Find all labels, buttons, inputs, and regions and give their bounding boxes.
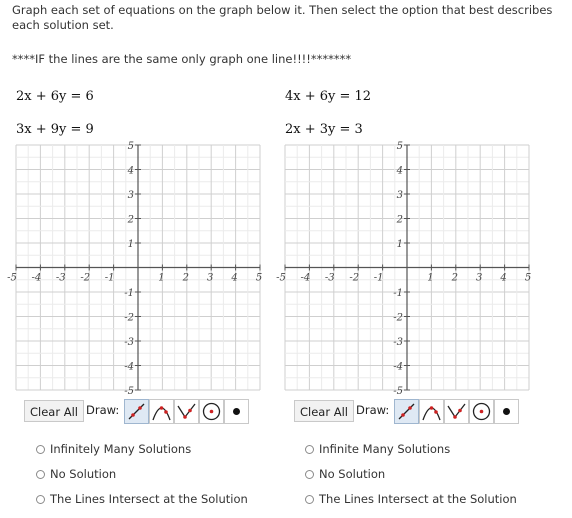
y-tick-label: -3 (393, 337, 403, 348)
draw-label: Draw: (86, 403, 120, 417)
circle-tool-icon (200, 400, 223, 423)
graph-canvas-2[interactable] (273, 140, 537, 394)
y-tick-label: -4 (393, 361, 403, 373)
absolute-value-tool-button[interactable] (174, 399, 199, 424)
y-tick-label: 1 (127, 239, 134, 250)
x-tick-label: -4 (31, 272, 42, 284)
y-tick-label: 4 (396, 165, 403, 177)
x-tick-label: -5 (276, 272, 286, 284)
point-tool-button[interactable] (224, 399, 249, 424)
y-tick-label: -5 (124, 386, 134, 394)
radio-button[interactable] (36, 470, 45, 479)
radio-button[interactable] (36, 445, 45, 454)
option-no-solution-1[interactable]: No Solution (36, 467, 116, 481)
x-tick-label: -4 (300, 272, 311, 284)
circle-tool-button[interactable] (199, 399, 224, 424)
line-tool-button[interactable] (124, 399, 149, 424)
x-tick-label: 3 (476, 272, 483, 284)
equation-1a: 2x + 6y = 6 (16, 89, 94, 104)
y-tick-label: 2 (127, 214, 134, 226)
y-tick-label: 3 (396, 190, 403, 201)
x-tick-label: 4 (231, 272, 238, 284)
parabola-tool-button[interactable] (149, 399, 174, 424)
point-tool-button[interactable] (494, 399, 519, 424)
line-tool-icon (125, 400, 148, 423)
y-tick-label: 1 (396, 239, 403, 250)
coordinate-grid[interactable] (273, 140, 537, 394)
x-tick-label: 1 (158, 272, 165, 284)
x-tick-label: -3 (55, 272, 66, 284)
parabola-tool-icon (150, 400, 173, 423)
circle-tool-button[interactable] (469, 399, 494, 424)
instructions: Graph each set of equations on the graph below it. Then select the option that best describes each solution set. (12, 3, 553, 32)
option-intersect-2[interactable]: The Lines Intersect at the Solution (305, 492, 517, 506)
absolute-value-tool-button[interactable] (444, 399, 469, 424)
x-tick-label: 2 (182, 272, 189, 284)
equation-1b: 3x + 9y = 9 (16, 122, 94, 137)
equation-2a: 4x + 6y = 12 (285, 89, 372, 104)
option-infinite-1[interactable]: Infinitely Many Solutions (36, 442, 191, 456)
radio-button[interactable] (305, 495, 314, 504)
y-tick-label: -2 (393, 312, 403, 324)
radio-button[interactable] (305, 470, 314, 479)
y-tick-label: -3 (124, 337, 134, 348)
x-tick-label: 2 (451, 272, 458, 284)
y-tick-label: 5 (127, 141, 134, 152)
x-tick-label: 4 (500, 272, 507, 284)
x-tick-label: 1 (427, 272, 434, 284)
option-no-solution-2[interactable]: No Solution (305, 467, 385, 481)
parabola-tool-icon (420, 400, 443, 423)
option-infinite-2[interactable]: Infinite Many Solutions (305, 442, 450, 456)
x-tick-label: -1 (104, 272, 115, 284)
x-tick-label: -2 (349, 272, 360, 284)
equation-2b: 2x + 3y = 3 (285, 122, 363, 137)
y-tick-label: 2 (396, 214, 403, 226)
coordinate-grid[interactable] (4, 140, 268, 394)
y-tick-label: 4 (127, 165, 134, 177)
x-tick-label: -3 (324, 272, 335, 284)
x-tick-label: 5 (255, 272, 263, 284)
clear-all-button[interactable]: Clear All (24, 400, 84, 422)
point-tool-icon (495, 400, 518, 423)
y-tick-label: -1 (124, 288, 134, 299)
y-tick-label: -1 (393, 288, 403, 299)
absolute-value-tool-icon (445, 400, 468, 423)
y-tick-label: -5 (393, 386, 403, 394)
radio-button[interactable] (305, 445, 314, 454)
parabola-tool-button[interactable] (419, 399, 444, 424)
x-tick-label: -2 (80, 272, 91, 284)
same-line-note: ****IF the lines are the same only graph one line!!!!******* (12, 52, 352, 66)
y-tick-label: 3 (127, 190, 134, 201)
graph-canvas-1[interactable] (4, 140, 268, 394)
draw-label: Draw: (356, 403, 390, 417)
circle-tool-icon (470, 400, 493, 423)
absolute-value-tool-icon (175, 400, 198, 423)
x-tick-label: -1 (373, 272, 384, 284)
y-tick-label: -2 (124, 312, 134, 324)
x-tick-label: 5 (524, 272, 532, 284)
option-intersect-1[interactable]: The Lines Intersect at the Solution (36, 492, 248, 506)
x-tick-label: 3 (207, 272, 214, 284)
point-tool-icon (225, 400, 248, 423)
radio-button[interactable] (36, 495, 45, 504)
y-tick-label: 5 (396, 141, 403, 152)
line-tool-button[interactable] (394, 399, 419, 424)
line-tool-icon (395, 400, 418, 423)
clear-all-button[interactable]: Clear All (294, 400, 354, 422)
y-tick-label: -4 (124, 361, 134, 373)
x-tick-label: -5 (7, 272, 17, 284)
